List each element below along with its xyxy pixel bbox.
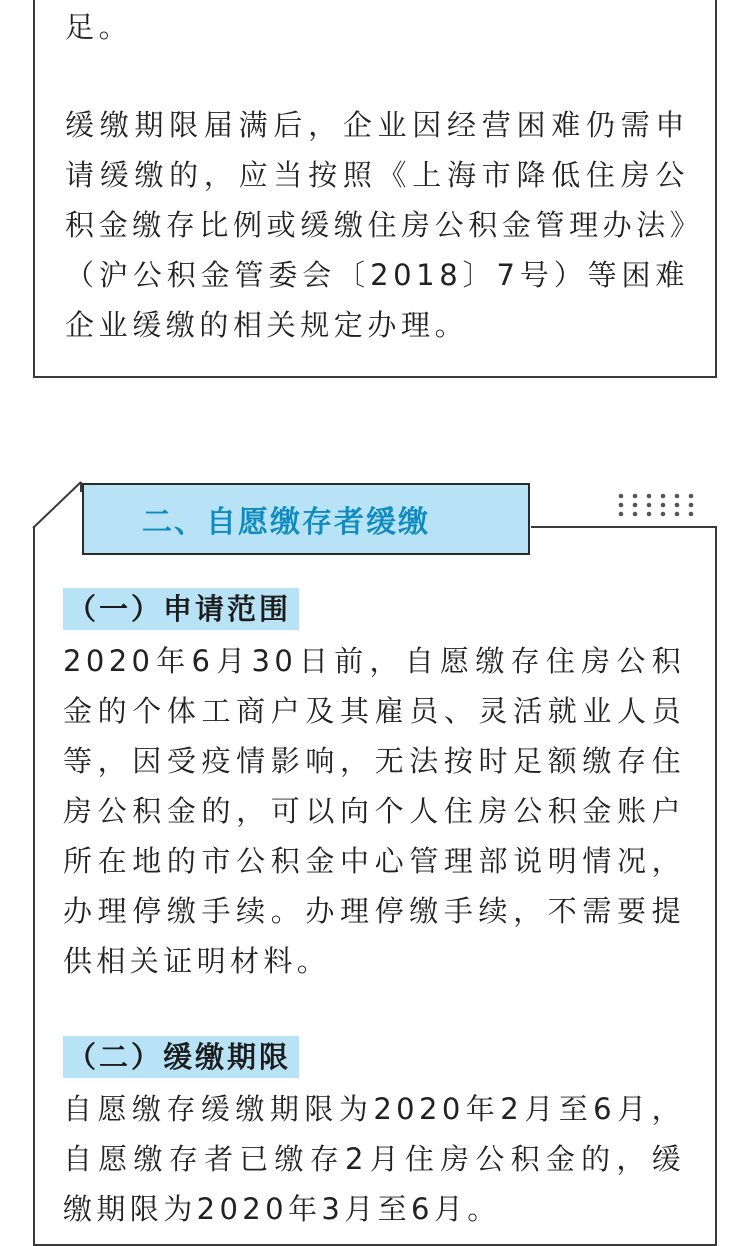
- section-title: 二、自愿缴存者缓缴: [142, 505, 430, 540]
- section-title-banner: [82, 483, 530, 555]
- scope-paragraph: 2020年6月30日前，自愿缴存住房公积金的个体工商户及其雇员、灵活就业人员等，因受疫情影响，无法按时足额缴存住房公积金的，可以向个人住房公积金账户所在地的市公积金中心管理部说明情况，办理停缴手续。办理停缴手续，不需要提供相关证明材料。: [63, 644, 685, 978]
- text-fragment: 足。: [65, 10, 133, 44]
- period-paragraph: 自愿缴存缓缴期限为2020年2月至6月，自愿缴存者已缴存2月住房公积金的，缓缴期限为2020年3月至6月。: [63, 1092, 685, 1226]
- deferral-expiry-paragraph: 缓缴期限届满后，企业因经营困难仍需申请缓缴的，应当按照《上海市降低住房公积金缴存比例或缓缴住房公积金管理办法》（沪公积金管委会〔2018〕7号）等困难企业缓缴的相关规定办理。: [65, 108, 689, 342]
- subsection-heading-period: （二）缓缴期限: [63, 1036, 299, 1078]
- previous-section-box: [33, 0, 717, 378]
- section-top-border: [531, 526, 717, 528]
- dot-grid-icon: [617, 492, 703, 518]
- subsection-heading-scope: （一）申请范围: [63, 588, 299, 630]
